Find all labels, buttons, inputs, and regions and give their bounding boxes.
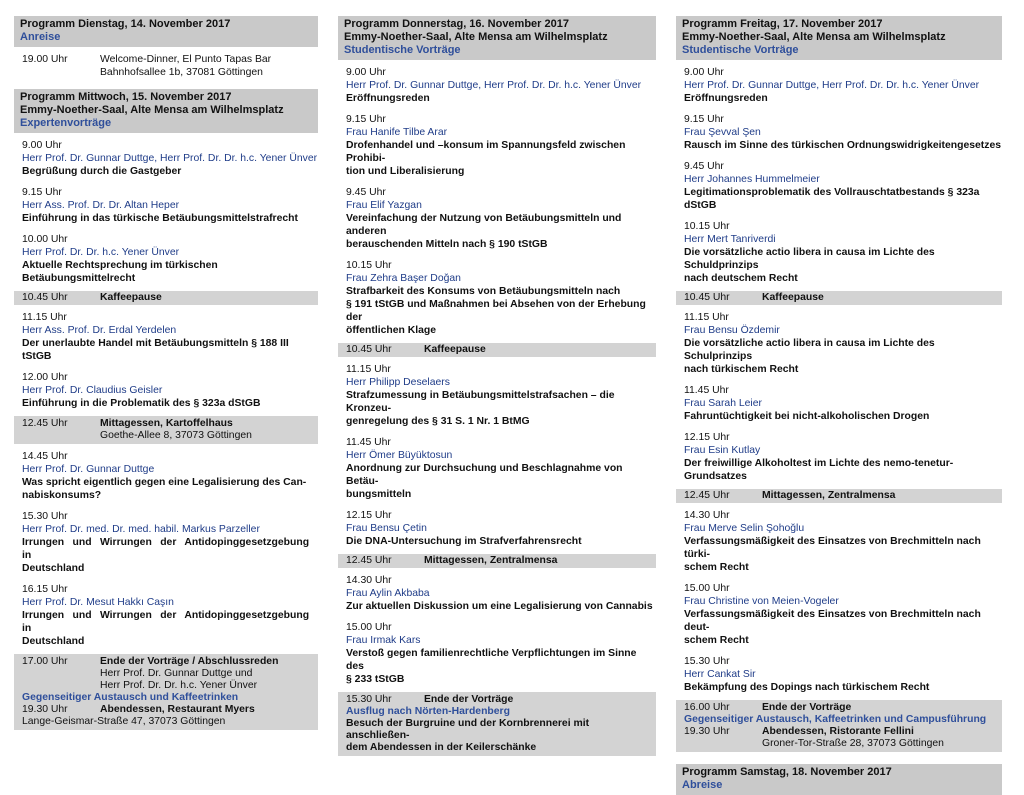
dinner-place: Groner-Tor-Straße 28, 37073 Göttingen xyxy=(762,738,944,749)
event-title-line2: § 233 tStGB xyxy=(346,674,405,685)
event-time: 10.00 Uhr xyxy=(22,234,68,245)
list-item xyxy=(14,311,318,363)
event-title: Verfassungsmäßigkeit des Einsatzes von Brechmitteln nach deut- xyxy=(684,609,981,633)
event-time: 11.15 Uhr xyxy=(684,312,729,323)
event-title: Was spricht eigentlich gegen eine Legalisierung des Can- xyxy=(22,477,307,488)
excursion-desc-line1: Besuch der Burgruine und der Kornbrennerei mit anschließen- xyxy=(346,718,590,741)
event-speaker: Frau Aylin Akbaba xyxy=(346,588,430,599)
event-time: 10.45 Uhr xyxy=(346,344,392,355)
event-title-line2: bungsmitteln xyxy=(346,489,412,500)
event-speaker: Herr Prof. Dr. med. Dr. med. habil. Markus Parzeller xyxy=(22,524,260,535)
event-title: Einführung in das türkische Betäubungsmittelstrafrecht xyxy=(22,213,298,224)
event-time: 15.30 Uhr xyxy=(684,656,730,667)
event-title: Fahruntüchtigkeit bei nicht-alkoholischen Drogen xyxy=(684,411,930,422)
event-title: Verfassungsmäßigkeit des Einsatzes von Brechmitteln nach türki- xyxy=(684,536,981,560)
thursday-subtitle: Studentische Vorträge xyxy=(344,44,461,56)
event-title-line2: nach deutschem Recht xyxy=(684,273,798,284)
wednesday-header xyxy=(14,89,318,133)
event-time: 11.45 Uhr xyxy=(684,385,729,396)
column-tuesday-wednesday xyxy=(14,16,318,730)
event-time: 12.45 Uhr xyxy=(22,418,68,429)
list-item xyxy=(14,186,318,225)
saturday-title: Programm Samstag, 18. November 2017 xyxy=(682,766,892,778)
event-time: 9.00 Uhr xyxy=(22,140,62,151)
event-speaker: Herr Ass. Prof. Dr. Erdal Yerdelen xyxy=(22,325,177,336)
event-speaker: Herr Prof. Dr. Gunnar Duttge, Herr Prof. Dr. Dr. h.c. Yener Ünver xyxy=(684,80,980,91)
thursday-events-3 xyxy=(338,574,656,686)
event-time: 10.15 Uhr xyxy=(684,221,730,232)
dinner-title: Welcome-Dinner, El Punto Tapas Bar xyxy=(100,54,272,65)
excursion-desc-line2: dem Abendessen in der Keilerschänke xyxy=(346,742,537,753)
lunch-label: Mittagessen, Zentralmensa xyxy=(424,555,558,566)
list-item xyxy=(14,139,318,178)
thursday-events-2 xyxy=(338,363,656,548)
closing-block xyxy=(338,692,656,756)
tuesday-dinner xyxy=(14,53,318,79)
dinner-place: Bahnhofsallee 1b, 37081 Göttingen xyxy=(100,67,263,78)
list-item xyxy=(676,384,1002,423)
event-title-line2: tion und Liberalisierung xyxy=(346,166,465,177)
event-title-line2: schem Recht xyxy=(684,562,749,573)
event-time: 9.15 Uhr xyxy=(346,114,386,125)
event-title: Irrungen und Wirrungen der Antidopinggesetzgebung in xyxy=(22,537,310,561)
event-speaker: Herr Cankat Sir xyxy=(684,669,756,680)
thursday-header xyxy=(338,16,656,60)
coffee-break xyxy=(676,291,1002,305)
event-speaker: Frau Irmak Kars xyxy=(346,635,421,646)
event-time: 11.45 Uhr xyxy=(346,437,391,448)
thursday-venue: Emmy-Noether-Saal, Alte Mensa am Wilhelmsplatz xyxy=(344,31,608,43)
saturday-subtitle: Abreise xyxy=(682,779,723,791)
wednesday-venue: Emmy-Noether-Saal, Alte Mensa am Wilhelmsplatz xyxy=(20,104,284,116)
friday-subtitle: Studentische Vorträge xyxy=(682,44,799,56)
event-speaker: Herr Ömer Büyüktosun xyxy=(346,450,453,461)
list-item xyxy=(14,371,318,410)
list-item xyxy=(676,655,1002,694)
event-speaker: Frau Bensu Çetin xyxy=(346,523,427,534)
event-time: 14.45 Uhr xyxy=(22,451,68,462)
list-item xyxy=(338,574,656,613)
list-item xyxy=(676,431,1002,483)
list-item xyxy=(676,113,1002,152)
wednesday-events-2 xyxy=(14,311,318,410)
thursday-events xyxy=(338,66,656,337)
event-time: 16.00 Uhr xyxy=(684,702,730,713)
event-title-line3: öffentlichen Klage xyxy=(346,325,437,336)
list-item xyxy=(676,582,1002,647)
event-time: 12.15 Uhr xyxy=(346,510,392,521)
event-speaker: Herr Prof. Dr. Mesut Hakkı Caşın xyxy=(22,597,174,608)
event-time: 9.15 Uhr xyxy=(684,114,724,125)
event-speaker: Frau Sarah Leier xyxy=(684,398,762,409)
event-speaker: Frau Hanife Tilbe Arar xyxy=(346,127,448,138)
exchange-label: Gegenseitiger Austausch, Kaffeetrinken und Campusführung xyxy=(684,714,987,725)
event-speaker: Herr Johannes Hummelmeier xyxy=(684,174,820,185)
event-time: 14.30 Uhr xyxy=(346,575,392,586)
closing-speaker-1: Herr Prof. Dr. Gunnar Duttge und xyxy=(100,668,253,679)
lunch-label: Mittagessen, Kartoffelhaus xyxy=(100,418,233,429)
event-speaker: Herr Prof. Dr. Dr. h.c. Yener Ünver xyxy=(22,247,180,258)
list-item xyxy=(338,621,656,686)
lunch-bar xyxy=(338,554,656,568)
event-speaker: Herr Prof. Dr. Claudius Geisler xyxy=(22,385,163,396)
event-speaker: Frau Bensu Özdemir xyxy=(684,325,780,336)
event-title: Zur aktuellen Diskussion um eine Legalisierung von Cannabis xyxy=(346,601,653,612)
excursion-label: Ausflug nach Nörten-Hardenberg xyxy=(346,706,510,717)
break-label: Kaffeepause xyxy=(424,344,486,355)
dinner-label: Abendessen, Restaurant Myers xyxy=(100,704,255,715)
closing-label: Ende der Vorträge / Abschlussreden xyxy=(100,656,279,667)
event-speaker: Herr Mert Tanriverdi xyxy=(684,234,776,245)
event-time: 15.30 Uhr xyxy=(22,511,68,522)
event-time: 10.45 Uhr xyxy=(684,292,730,303)
event-time: 9.15 Uhr xyxy=(22,187,62,198)
event-time: 9.45 Uhr xyxy=(346,187,386,198)
wednesday-events-3 xyxy=(14,450,318,648)
event-title: Die DNA-Untersuchung im Strafverfahrensrecht xyxy=(346,536,582,547)
closing-label: Ende der Vorträge xyxy=(762,702,852,713)
event-speaker: Frau Christine von Meien-Vogeler xyxy=(684,596,839,607)
friday-venue: Emmy-Noether-Saal, Alte Mensa am Wilhelmsplatz xyxy=(682,31,946,43)
event-title: Anordnung zur Durchsuchung und Beschlagnahme von Betäu- xyxy=(346,463,623,487)
event-title: Begrüßung durch die Gastgeber xyxy=(22,166,182,177)
event-time: 9.00 Uhr xyxy=(684,67,724,78)
event-speaker: Frau Elif Yazgan xyxy=(346,200,422,211)
tuesday-header xyxy=(14,16,318,47)
list-item xyxy=(14,450,318,502)
dinner-place: Lange-Geismar-Straße 47, 37073 Göttingen xyxy=(22,716,226,727)
list-item xyxy=(676,220,1002,285)
event-time: 9.00 Uhr xyxy=(346,67,386,78)
event-speaker: Herr Ass. Prof. Dr. Dr. Altan Heper xyxy=(22,200,180,211)
break-label: Kaffeepause xyxy=(762,292,824,303)
event-title-line2: Deutschland xyxy=(22,563,85,574)
saturday-header xyxy=(676,764,1002,795)
list-item xyxy=(14,233,318,285)
event-time: 12.45 Uhr xyxy=(346,555,392,566)
friday-header xyxy=(676,16,1002,60)
event-speaker: Frau Şevval Şen xyxy=(684,127,761,138)
event-time: 12.15 Uhr xyxy=(684,432,730,443)
tuesday-subtitle: Anreise xyxy=(20,31,61,43)
wednesday-subtitle: Expertenvorträge xyxy=(20,117,112,129)
lunch-place: Goethe-Allee 8, 37073 Göttingen xyxy=(100,430,252,441)
list-item xyxy=(676,160,1002,212)
tuesday-title: Programm Dienstag, 14. November 2017 xyxy=(20,18,231,30)
event-time: 12.45 Uhr xyxy=(684,490,730,501)
event-speaker: Herr Prof. Dr. Gunnar Duttge xyxy=(22,464,155,475)
event-title: Eröffnungsreden xyxy=(684,93,768,104)
event-speaker: Frau Merve Selin Şohoğlu xyxy=(684,523,805,534)
event-time: 16.15 Uhr xyxy=(22,584,68,595)
event-title: Strafzumessung in Betäubungsmittelstrafsachen – die Kronzeu- xyxy=(346,390,615,414)
event-speaker: Herr Prof. Dr. Gunnar Duttge, Herr Prof. Dr. Dr. h.c. Yener Ünver xyxy=(346,80,642,91)
list-item xyxy=(338,259,656,337)
lunch-block xyxy=(14,416,318,444)
event-title-line2: nabiskonsums? xyxy=(22,490,102,501)
event-title: Der unerlaubte Handel mit Betäubungsmitteln § 188 III tStGB xyxy=(22,338,289,362)
closing-block xyxy=(14,654,318,730)
wednesday-events xyxy=(14,139,318,285)
event-title: Verstoß gegen familienrechtliche Verpflichtungen im Sinne des xyxy=(346,648,637,672)
event-title-line2: § 191 tStGB und Maßnahmen bei Absehen von der Erhebung der xyxy=(346,299,646,323)
event-title: Strafbarkeit des Konsums von Betäubungsmitteln nach xyxy=(346,286,621,297)
event-title: Eröffnungsreden xyxy=(346,93,430,104)
thursday-title: Programm Donnerstag, 16. November 2017 xyxy=(344,18,569,30)
event-title-line2: nach türkischem Recht xyxy=(684,364,799,375)
coffee-break xyxy=(14,291,318,305)
list-item xyxy=(338,436,656,501)
event-time: 12.00 Uhr xyxy=(22,372,68,383)
list-item xyxy=(338,186,656,251)
list-item xyxy=(338,363,656,428)
event-title: Der freiwillige Alkoholtest im Lichte des nemo-tenetur-Grundsatzes xyxy=(684,458,954,482)
event-speaker: Frau Esin Kutlay xyxy=(684,445,761,456)
event-title: Die vorsätzliche actio libera in causa im Lichte des Schuldprinzips xyxy=(684,247,935,271)
event-title-line2: berauschenden Mitteln nach § 190 tStGB xyxy=(346,239,548,250)
column-thursday xyxy=(338,16,656,756)
event-time: 19.30 Uhr xyxy=(22,704,68,715)
friday-events-3 xyxy=(676,509,1002,694)
event-title: Bekämpfung des Dopings nach türkischem Recht xyxy=(684,682,930,693)
list-item xyxy=(338,509,656,548)
closing-label: Ende der Vorträge xyxy=(424,694,514,705)
list-item xyxy=(676,509,1002,574)
closing-block xyxy=(676,700,1002,752)
event-time: 15.30 Uhr xyxy=(346,694,392,705)
event-time: 14.30 Uhr xyxy=(684,510,730,521)
event-time: 10.45 Uhr xyxy=(22,292,68,303)
event-time: 10.15 Uhr xyxy=(346,260,392,271)
event-title-line2: Deutschland xyxy=(22,636,85,647)
event-speaker: Frau Zehra Başer Doğan xyxy=(346,273,461,284)
coffee-break xyxy=(338,343,656,357)
event-title: Drofenhandel und –konsum im Spannungsfeld zwischen Prohibi- xyxy=(346,140,626,164)
list-item xyxy=(14,510,318,575)
event-time: 19.00 Uhr xyxy=(22,54,68,65)
event-speaker: Herr Philipp Deselaers xyxy=(346,377,450,388)
lunch-bar xyxy=(676,489,1002,503)
list-item xyxy=(676,66,1002,105)
event-time: 19.30 Uhr xyxy=(684,726,730,737)
event-title: Aktuelle Rechtsprechung im türkischen Betäubungsmittelrecht xyxy=(22,260,218,284)
event-time: 15.00 Uhr xyxy=(346,622,392,633)
event-title: Irrungen und Wirrungen der Antidopinggesetzgebung in xyxy=(22,610,310,634)
column-friday-saturday xyxy=(676,16,1002,795)
event-title: Die vorsätzliche actio libera in causa im Lichte des Schulprinzips xyxy=(684,338,935,362)
list-item xyxy=(676,311,1002,376)
event-time: 11.15 Uhr xyxy=(346,364,391,375)
event-time: 15.00 Uhr xyxy=(684,583,730,594)
friday-events-2 xyxy=(676,311,1002,483)
event-title: Legitimationsproblematik des Vollrauschtatbestands § 323a dStGB xyxy=(684,187,980,211)
lunch-label: Mittagessen, Zentralmensa xyxy=(762,490,896,501)
wednesday-title: Programm Mittwoch, 15. November 2017 xyxy=(20,91,232,103)
event-title: Vereinfachung der Nutzung von Betäubungsmitteln und anderen xyxy=(346,213,622,237)
friday-events xyxy=(676,66,1002,285)
list-item xyxy=(338,66,656,105)
event-title-line2: genregelung des § 31 S. 1 Nr. 1 BtMG xyxy=(346,416,530,427)
list-item xyxy=(14,583,318,648)
event-title-line2: schem Recht xyxy=(684,635,749,646)
event-speaker: Herr Prof. Dr. Gunnar Duttge, Herr Prof. Dr. Dr. h.c. Yener Ünver xyxy=(22,153,318,164)
event-time: 11.15 Uhr xyxy=(22,312,67,323)
closing-speaker-2: Herr Prof. Dr. Dr. h.c. Yener Ünver xyxy=(100,680,258,691)
event-title: Rausch im Sinne des türkischen Ordnungswidrigkeitengesetzes xyxy=(684,140,1001,151)
break-label: Kaffeepause xyxy=(100,292,162,303)
exchange-label: Gegenseitiger Austausch und Kaffeetrinken xyxy=(22,692,239,703)
event-time: 9.45 Uhr xyxy=(684,161,724,172)
event-time: 17.00 Uhr xyxy=(22,656,68,667)
list-item xyxy=(338,113,656,178)
dinner-label: Abendessen, Ristorante Fellini xyxy=(762,726,914,737)
event-title: Einführung in die Problematik des § 323a dStGB xyxy=(22,398,261,409)
friday-title: Programm Freitag, 17. November 2017 xyxy=(682,18,883,30)
